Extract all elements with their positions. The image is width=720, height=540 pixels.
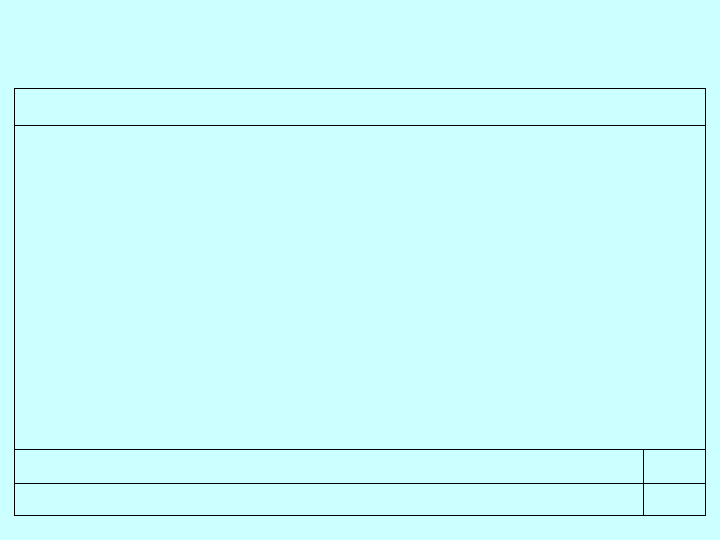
soil-table <box>14 88 706 516</box>
other-soils-label <box>15 450 643 483</box>
header-columns-row <box>15 125 705 179</box>
header-caption <box>15 89 705 125</box>
grand-total-label <box>15 484 643 515</box>
grand-total-value <box>643 484 706 515</box>
other-soils-value <box>643 450 706 483</box>
other-soils-row <box>15 449 705 483</box>
grand-total-row <box>15 483 705 515</box>
header-caption-row <box>15 89 705 125</box>
